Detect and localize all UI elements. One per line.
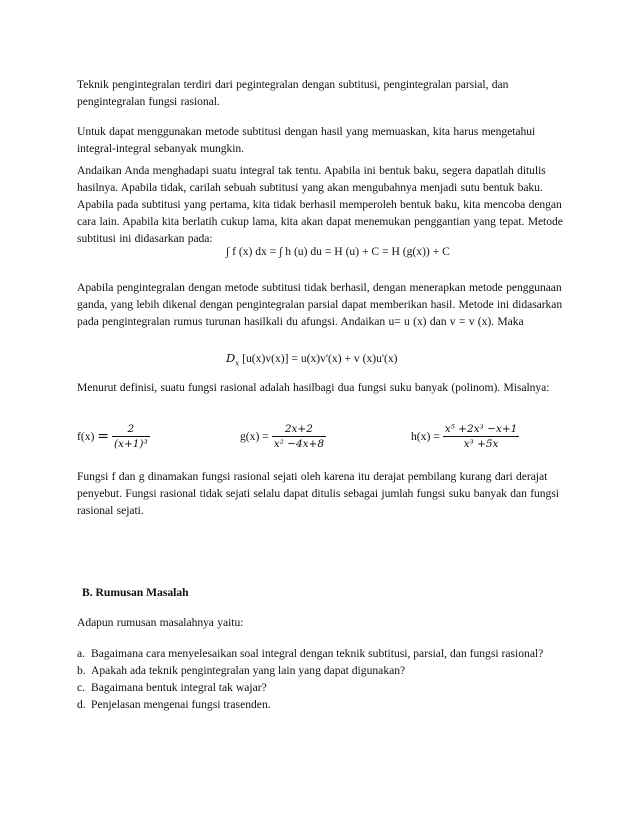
list-marker: b. (77, 664, 86, 677)
equals-sign: = (97, 428, 110, 445)
fraction (443, 423, 520, 450)
paragraph-metode-subtitusi: Untuk dapat menggunakan metode subtitusi dengan hasil yang memuaskan, kita harus mengetahui integral-integral sebanyak mungkin. (77, 125, 536, 155)
formula-derivative-product (226, 351, 398, 368)
list-item (77, 679, 565, 696)
denominator: (x+1)³ (113, 438, 148, 450)
list-item-text: Penjelasan mengenai fungsi trasenden. (91, 698, 271, 711)
paragraph-fungsi-rasional: Menurut definisi, suatu fungsi rasional adalah hasilbagi dua fungsi suku banyak (polinom). Misalnya: (77, 381, 550, 394)
formula-substitution: ∫ f (x) dx = ∫ h (u) du = H (u) + C = H (g(x)) + C (226, 245, 450, 258)
list-item-text: Bagaimana bentuk integral tak wajar? (91, 681, 267, 694)
paragraph-teknik: Teknik pengintegralan terdiri dari pegintegralan dengan subtitusi, pengintegralan parsial, dan pengintegralan fungsi rasional. (77, 78, 509, 108)
list-marker: d. (77, 698, 86, 711)
function-label: h(x) (411, 430, 431, 443)
equals-sign: = (262, 430, 269, 443)
derivative-subscript: x (235, 359, 240, 368)
numerator: 2x+2 (272, 423, 326, 437)
function-label: g(x) (240, 430, 260, 443)
fraction (272, 423, 326, 450)
list-item-text: Bagaimana cara menyelesaikan soal integral dengan teknik subtitusi, parsial, dan fungsi rasional? (91, 647, 544, 660)
function-g (240, 423, 326, 450)
section-heading: B. Rumusan Masalah (82, 586, 189, 599)
list-marker: a. (77, 647, 86, 660)
function-f (77, 423, 150, 450)
fraction (112, 423, 150, 450)
list-item-text: Apakah ada teknik pengintegralan yang lain yang dapat digunakan? (91, 664, 406, 677)
list-marker: c. (77, 681, 86, 694)
denominator: x² −4x+8 (273, 438, 325, 450)
paragraph-andaikan: Andaikan Anda menghadapi suatu integral tak tentu. Apabila ini bentuk baku, segera dapatlah ditulis hasilnya. Apabila tidak, carilah sebuah subtitusi yang akan mengubahnya menjadi sutu bentuk baku. Apabila pada subtitusi yang pertama, kita tidak berhasil memperoleh bentuk baku, kita mencoba dengan cara lain. Apabila kita berlatih cukup lama, kita akan dapat menemukan penggantian yang tepat. Metode subtitusi ini didasarkan pada: (77, 164, 563, 245)
numerator: x⁵ +2x³ −x+1 (444, 423, 518, 435)
problem-list (77, 645, 565, 713)
section-intro: Adapun rumusan masalahnya yaitu: (77, 616, 244, 629)
list-item (77, 696, 565, 713)
list-item (77, 662, 565, 679)
numerator: 2 (112, 423, 150, 437)
paragraph-fungsi-sejati: Fungsi f dan g dinamakan fungsi rasional sejati oleh karena itu derajat pembilang kurang dari derajat penyebut. Fungsi rasional tidak sejati selalu dapat ditulis sebagai jumlah fungsi suku banyak dan fungsi rasional sejati. (77, 470, 559, 517)
equals-sign: = (433, 430, 440, 443)
function-h (411, 423, 519, 450)
derivative-symbol: D (226, 351, 236, 365)
list-item (77, 645, 565, 662)
derivative-expression: [u(x)v(x)] = u(x)v'(x) + v (x)u'(x) (239, 352, 398, 365)
function-label: f(x) (77, 430, 95, 443)
paragraph-parsial: Apabila pengintegralan dengan metode subtitusi tidak berhasil, dengan menerapkan metode penggunaan ganda, yang lebih dikenal dengan pengintegralan parsial dapat memberikan hasil. Metode ini didasarkan pada pengintegralan rumus turunan hasilkali du afungsi. Andaikan u= u (x) dan v = v (x). Maka (77, 281, 563, 328)
denominator: x³ +5x (463, 438, 499, 450)
